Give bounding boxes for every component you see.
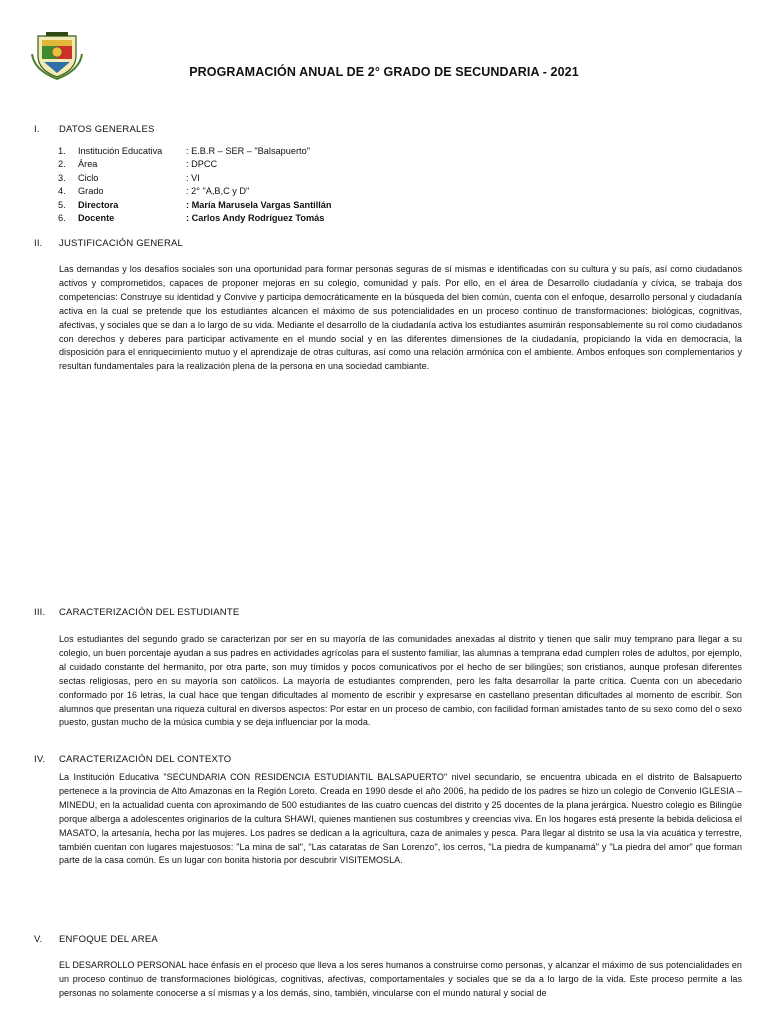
datos-label: Docente	[78, 212, 115, 223]
section-number: I.	[34, 124, 40, 135]
datos-label: Institución Educativa	[78, 146, 163, 156]
section-heading-estudiante	[34, 607, 239, 618]
datos-generales-list	[58, 146, 332, 226]
section-title: CARACTERIZACIÓN DEL CONTEXTO	[59, 754, 232, 765]
estudiante-paragraph: Los estudiantes del segundo grado se caracterizan por ser en su mayoría de las comunidades anexadas al distrito y tienen que salir muy temprano para llegar a su colegio, un buen porcentaje ayudan a sus padres en actividades agrícolas para el sustento familiar, las alumnas a temprana edad cumplen roles de adultos, por ejemplo, al cuidado constante del hermanito, por otra parte, son muy tímidos y pocos comunicativos por el hecho de ser bilingües; son cristianos, aunque profesan diferentes sectas religiosas, pero en su mayoría son católicos. La mayoría de estudiantes comprenden, pero les falta desarrollar la parte crítica. Cuenta con un abecedario conformado por 16 letras, la cual hace que tengan dificultades al momento de escribir y expresarse en castellano presentan dificultades al momento de escribir. Son alumnos que presentan una riqueza cultural en diversos aspectos: Por estar en un proceso de cambio, con facilidad forman amistades tanto de su sexo como del o sexo puesto, gustan mucho de la música cumbia y se deja influenciar por la moda.	[59, 634, 742, 728]
datos-label: Grado	[78, 186, 104, 197]
datos-row	[58, 200, 332, 213]
datos-value: : DPCC	[186, 159, 218, 170]
datos-n: 4.	[58, 186, 66, 197]
section-number: IV.	[34, 754, 46, 765]
justificacion-paragraph: Las demandas y los desafíos sociales son una oportunidad para formar personas seguras de sí mismas e identificadas con su cultura y su país, así como ciudadanos activos y comprometidos, capaces de proponer mejoras en su colegio, comunidad y país. Por ello, en el área de Desarrollo ciudadanía y cívica, se trabaja dos competencias: Construye su identidad y Convive y participa democráticamente en la búsqueda del bien común, cuenta con el enfoque, desarrollo personal y ciudadanía activa en la cual se pretende que los estudiantes alcancen el máximo de sus potencialidades en un proceso continuo de transformaciones: biológicas, cognitivas, afectivas, y sociales que se dan a lo largo de su vida. Mediante el desarrollo de la ciudadanía activa los estudiantes asumirán responsablemente su rol como ciudadanos con derechos y deberes para participar activamente en el mundo social y en las diferentes dimensiones de la ciudadanía, propiciando la vida en democracia, la disposición para el enriquecimiento mutuo y el aprendizaje de otras culturas, así como una relación armónica con el ambiente. Ambos enfoques son complementarios y resultan fundamentales para la realización plena de la persona en una sociedad cambiante.	[59, 264, 742, 372]
section-title: ENFOQUE DEL AREA	[59, 934, 158, 945]
section-number: II.	[34, 238, 43, 249]
datos-label: Directora	[78, 199, 119, 210]
datos-n: 3.	[58, 172, 66, 183]
datos-value: : 2° "A,B,C y D"	[186, 186, 250, 197]
section-heading-justificacion	[34, 238, 183, 249]
datos-row	[58, 186, 332, 199]
section-number: III.	[34, 607, 46, 618]
datos-label: Área	[78, 159, 98, 170]
section-heading-enfoque	[34, 934, 158, 945]
datos-value: : María Marusela Vargas Santillán	[186, 199, 332, 210]
section-title: DATOS GENERALES	[59, 124, 155, 135]
datos-row	[58, 159, 332, 172]
datos-label: Ciclo	[78, 172, 99, 183]
section-title: JUSTIFICACIÓN GENERAL	[59, 238, 184, 249]
datos-n: 1.	[58, 146, 66, 156]
datos-n: 5.	[58, 199, 66, 210]
datos-value: : Carlos Andy Rodríguez Tomás	[186, 212, 325, 223]
datos-row	[58, 213, 332, 226]
section-heading-datos	[34, 124, 155, 135]
datos-n: 6.	[58, 212, 66, 223]
contexto-paragraph: La Institución Educativa "SECUNDARIA CON RESIDENCIA ESTUDIANTIL BALSAPUERTO" nivel secundario, se encuentra ubicada en el distrito de Balsapuerto pertenece a la provincia de Alto Amazonas en la Región Loreto. Creada en 1990 desde el año 2006, ha pedido de los padres se hizo un colegio de Convenio IGLESIA – MINEDU, en la actualidad cuenta con aproximando de 500 estudiantes de las cuatro cuencas del distrito y 25 docentes de la plana jerárgica. Nuestro colegio es Bilingüe porque alberga a adolescentes originarios de la cultura SHAWI, quienes mantienen sus costumbres y creencias viva. En los hogares está presente la bebida deliciosa el MASATO, la artesanía, hecha por las mujeres. Los padres se dedican a la agricultura, caza de animales y pesca. Para llegar al distrito se usa la vía acuática y terrestre, también cuentan con lugares majestuosos: "La mina de sal", "Las cataratas de San Lorenzo", los cerros, "La piedra de kumpanamá" y "La piedra del amor" que forman parte de la casa común. Es un lugar con bonita historia por descubrir VISITEMOSLA.	[59, 772, 742, 866]
datos-n: 2.	[58, 159, 66, 170]
section-title: CARACTERIZACIÓN DEL ESTUDIANTE	[59, 607, 240, 618]
datos-value: : VI	[186, 172, 200, 183]
datos-value: : E.B.R – SER – "Balsapuerto"	[186, 146, 310, 156]
enfoque-paragraph: EL DESARROLLO PERSONAL hace énfasis en el proceso que lleva a los seres humanos a construirse como personas, y alcanzar el máximo de sus potencialidades en un proceso continuo de transformaciones biológicas, cognitivas, afectivas, comportamentales y sociales que se da a lo largo de la vida. Este proceso permite a las personas no solamente conocerse a sí mismas y a los demás, sino, también, vincularse con el mundo natural y social de	[59, 960, 742, 998]
datos-row	[58, 173, 332, 186]
section-number: V.	[34, 934, 43, 945]
section-heading-contexto	[34, 754, 231, 765]
datos-row	[58, 146, 332, 159]
page-title: PROGRAMACIÓN ANUAL DE 2° GRADO DE SECUNDARIA - 2021	[189, 65, 579, 79]
